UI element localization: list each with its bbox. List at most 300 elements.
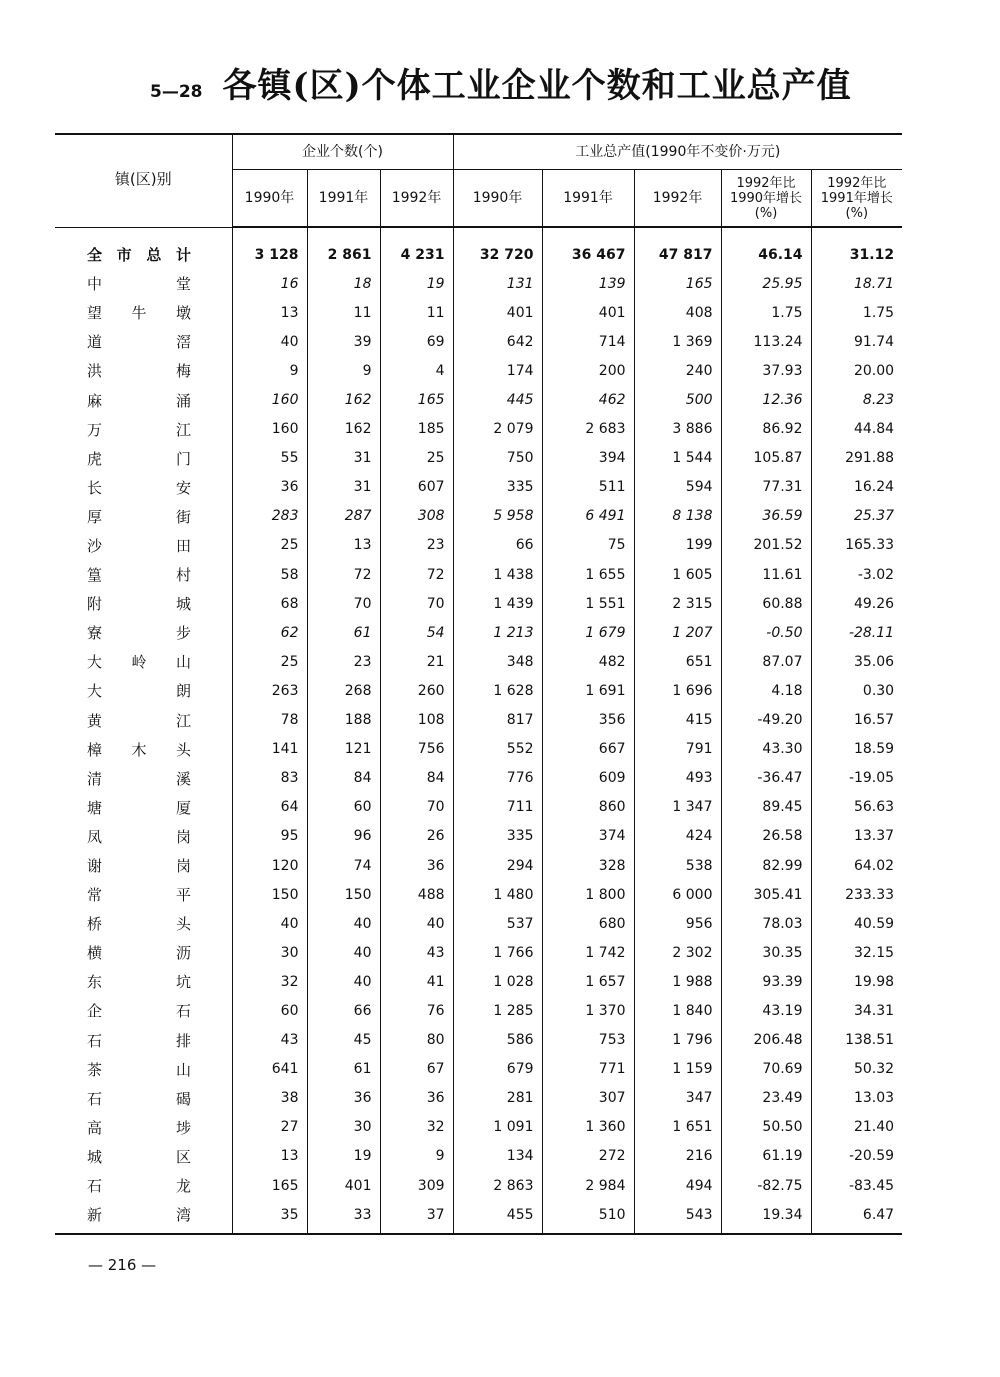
table-row <box>55 822 902 851</box>
town-name-char: 石 <box>87 1031 103 1050</box>
table-row <box>55 356 902 385</box>
town-name-char: 埗 <box>175 1118 191 1137</box>
value-cell: 1.75 <box>811 298 902 327</box>
value-cell: 415 <box>634 706 721 735</box>
town-name-cell <box>55 880 232 909</box>
value-cell: 408 <box>634 298 721 327</box>
value-cell: 667 <box>542 735 634 764</box>
value-cell: 37.93 <box>721 356 811 385</box>
value-cell: 66 <box>307 996 380 1025</box>
town-name-char: 樟 <box>87 740 103 759</box>
town-name <box>87 448 191 469</box>
town-name <box>87 826 191 847</box>
town-name-char: 计 <box>175 245 191 264</box>
town-name-cell <box>55 967 232 996</box>
value-cell: 18.71 <box>811 269 902 298</box>
town-name <box>87 1117 191 1138</box>
town-name <box>87 477 191 498</box>
value-cell: 1 766 <box>453 938 542 967</box>
value-cell: 93.39 <box>721 967 811 996</box>
town-name-char: 岭 <box>131 653 147 672</box>
town-name-char: 头 <box>175 740 191 759</box>
value-cell: 61.19 <box>721 1142 811 1171</box>
value-cell: 40.59 <box>811 909 902 938</box>
col-value-1991: 1991年 <box>542 170 634 228</box>
town-name-char: 排 <box>175 1031 191 1050</box>
table-row <box>55 706 902 735</box>
town-name <box>87 884 191 905</box>
value-cell: 78.03 <box>721 909 811 938</box>
col-count-1992: 1992年 <box>380 170 453 228</box>
value-cell: 309 <box>380 1171 453 1200</box>
value-cell: 74 <box>307 851 380 880</box>
town-name-cell <box>55 444 232 473</box>
table-row <box>55 1142 902 1171</box>
value-cell: 394 <box>542 444 634 473</box>
value-cell: 26 <box>380 822 453 851</box>
value-cell: 16.24 <box>811 473 902 502</box>
value-cell: 201.52 <box>721 531 811 560</box>
value-cell: 860 <box>542 793 634 822</box>
table-row <box>55 618 902 647</box>
town-name-cell <box>55 560 232 589</box>
town-name <box>87 797 191 818</box>
value-cell: 607 <box>380 473 453 502</box>
value-cell: 13 <box>307 531 380 560</box>
table-row <box>55 1026 902 1055</box>
value-cell: 139 <box>542 269 634 298</box>
value-cell: 66 <box>453 531 542 560</box>
value-cell: 13 <box>232 298 307 327</box>
table-row <box>55 735 902 764</box>
value-cell: 335 <box>453 473 542 502</box>
value-cell: 609 <box>542 764 634 793</box>
value-cell: 84 <box>380 764 453 793</box>
table-body <box>55 227 902 1234</box>
town-name-cell <box>55 327 232 356</box>
value-cell: 25 <box>232 647 307 676</box>
town-name-char: 新 <box>87 1206 103 1225</box>
town-name-char: 石 <box>87 1177 103 1196</box>
town-name-char: 清 <box>87 769 103 788</box>
town-name-char: 沥 <box>175 944 191 963</box>
value-cell: 1 480 <box>453 880 542 909</box>
value-cell: 150 <box>307 880 380 909</box>
value-cell: 1.75 <box>721 298 811 327</box>
value-cell: 594 <box>634 473 721 502</box>
value-cell: 11 <box>307 298 380 327</box>
value-cell: 16 <box>232 269 307 298</box>
value-cell: 455 <box>453 1200 542 1234</box>
table-row <box>55 880 902 909</box>
value-cell: 56.63 <box>811 793 902 822</box>
value-cell: 32 <box>232 967 307 996</box>
table-row <box>55 996 902 1025</box>
town-name <box>87 506 191 527</box>
value-cell: 72 <box>380 560 453 589</box>
town-name-char: 常 <box>87 886 103 905</box>
value-cell: 30.35 <box>721 938 811 967</box>
value-cell: 6.47 <box>811 1200 902 1234</box>
value-cell: 19.98 <box>811 967 902 996</box>
value-cell: 120 <box>232 851 307 880</box>
table-row <box>55 415 902 444</box>
town-name-char: 黄 <box>87 711 103 730</box>
town-name-char: 石 <box>175 1002 191 1021</box>
town-name-char: 岗 <box>175 827 191 846</box>
statistics-table <box>55 133 902 1235</box>
value-cell: 291.88 <box>811 444 902 473</box>
town-name-char: 长 <box>87 478 103 497</box>
town-name <box>87 535 191 556</box>
value-cell: 36 <box>380 851 453 880</box>
value-cell: 328 <box>542 851 634 880</box>
town-name-cell <box>55 1142 232 1171</box>
value-cell: -83.45 <box>811 1171 902 1200</box>
town-name <box>87 302 191 323</box>
value-cell: 19 <box>380 269 453 298</box>
table-row <box>55 589 902 618</box>
town-name-cell <box>55 822 232 851</box>
town-name-char: 江 <box>175 420 191 439</box>
value-cell: 4.18 <box>721 676 811 705</box>
value-cell: 1 551 <box>542 589 634 618</box>
value-cell: 347 <box>634 1084 721 1113</box>
value-cell: 68 <box>232 589 307 618</box>
town-name <box>87 710 191 731</box>
table-row <box>55 793 902 822</box>
town-name-char: 朗 <box>175 682 191 701</box>
town-name-char: 步 <box>175 624 191 643</box>
value-cell: 49.26 <box>811 589 902 618</box>
value-cell: 1 028 <box>453 967 542 996</box>
town-name-char: 田 <box>175 536 191 555</box>
value-cell: 70 <box>307 589 380 618</box>
town-name-char: 江 <box>175 711 191 730</box>
value-cell: 87.07 <box>721 647 811 676</box>
value-cell: 108 <box>380 706 453 735</box>
value-cell: 8.23 <box>811 385 902 414</box>
town-name <box>87 855 191 876</box>
value-cell: 32 <box>380 1113 453 1142</box>
table-row <box>55 967 902 996</box>
town-name-char: 凤 <box>87 827 103 846</box>
table-row <box>55 1171 902 1200</box>
value-cell: 89.45 <box>721 793 811 822</box>
table-row <box>55 647 902 676</box>
town-name-char: 篁 <box>87 566 103 585</box>
value-cell: 1 347 <box>634 793 721 822</box>
town-name-char: 龙 <box>175 1177 191 1196</box>
value-cell: 5 958 <box>453 502 542 531</box>
value-cell: 753 <box>542 1026 634 1055</box>
town-name-char: 高 <box>87 1118 103 1137</box>
value-cell: 445 <box>453 385 542 414</box>
value-cell: 43 <box>380 938 453 967</box>
value-cell: 165.33 <box>811 531 902 560</box>
total-row <box>55 227 902 269</box>
value-cell: 23 <box>307 647 380 676</box>
value-cell: 31 <box>307 444 380 473</box>
town-name-char: 墩 <box>175 304 191 323</box>
value-cell: 40 <box>380 909 453 938</box>
value-cell: 60 <box>232 996 307 1025</box>
value-cell: 1 369 <box>634 327 721 356</box>
value-cell: 335 <box>453 822 542 851</box>
value-cell: 1 628 <box>453 676 542 705</box>
town-name <box>87 942 191 963</box>
value-cell: 11.61 <box>721 560 811 589</box>
value-cell: 34.31 <box>811 996 902 1025</box>
town-name-char: 望 <box>87 304 103 323</box>
town-name-char: 谢 <box>87 857 103 876</box>
value-cell: 776 <box>453 764 542 793</box>
col-growth-vs-1990: 1992年比1990年增长(%) <box>721 170 811 228</box>
value-cell: 64.02 <box>811 851 902 880</box>
town-name <box>87 1030 191 1051</box>
town-name <box>87 739 191 760</box>
town-name-char: 厦 <box>175 798 191 817</box>
town-name <box>87 1204 191 1225</box>
value-cell: 268 <box>307 676 380 705</box>
value-cell: 91.74 <box>811 327 902 356</box>
town-name-char: 滘 <box>175 333 191 352</box>
value-cell: 1 207 <box>634 618 721 647</box>
value-cell: 64 <box>232 793 307 822</box>
value-cell: 31.12 <box>811 227 902 269</box>
col-value-1992: 1992年 <box>634 170 721 228</box>
town-name <box>87 913 191 934</box>
value-cell: 60 <box>307 793 380 822</box>
table-row <box>55 560 902 589</box>
value-cell: 493 <box>634 764 721 793</box>
value-cell: 817 <box>453 706 542 735</box>
town-name <box>87 768 191 789</box>
town-name-cell <box>55 938 232 967</box>
value-cell: 134 <box>453 1142 542 1171</box>
town-name <box>87 622 191 643</box>
table-row <box>55 764 902 793</box>
town-name-cell <box>55 356 232 385</box>
town-name-char: 堂 <box>175 275 191 294</box>
town-name-cell <box>55 298 232 327</box>
value-cell: 1 657 <box>542 967 634 996</box>
town-name <box>87 971 191 992</box>
value-cell: 162 <box>307 385 380 414</box>
town-name <box>87 331 191 352</box>
town-name-char: 茶 <box>87 1060 103 1079</box>
value-cell: 96 <box>307 822 380 851</box>
town-name-cell <box>55 909 232 938</box>
town-name-cell <box>55 531 232 560</box>
table-row <box>55 851 902 880</box>
value-cell: 43 <box>232 1026 307 1055</box>
value-cell: 30 <box>232 938 307 967</box>
town-name-char: 东 <box>87 973 103 992</box>
town-name-char: 沙 <box>87 536 103 555</box>
town-name-char: 洪 <box>87 362 103 381</box>
value-cell: -28.11 <box>811 618 902 647</box>
value-cell: 401 <box>542 298 634 327</box>
value-cell: 25.37 <box>811 502 902 531</box>
output-value-header: 工业总产值(1990年不变价·万元) <box>453 134 902 170</box>
town-name-char: 中 <box>87 275 103 294</box>
table-row <box>55 1113 902 1142</box>
value-cell: 260 <box>380 676 453 705</box>
value-cell: 43.30 <box>721 735 811 764</box>
value-cell: -36.47 <box>721 764 811 793</box>
town-name-cell <box>55 1055 232 1084</box>
value-cell: 424 <box>634 822 721 851</box>
value-cell: 36 467 <box>542 227 634 269</box>
value-cell: 54 <box>380 618 453 647</box>
value-cell: 162 <box>307 415 380 444</box>
value-cell: 70.69 <box>721 1055 811 1084</box>
value-cell: 80 <box>380 1026 453 1055</box>
value-cell: 43.19 <box>721 996 811 1025</box>
value-cell: 543 <box>634 1200 721 1234</box>
value-cell: 263 <box>232 676 307 705</box>
value-cell: 69 <box>380 327 453 356</box>
town-name-char: 区 <box>175 1147 191 1166</box>
value-cell: 642 <box>453 327 542 356</box>
town-name-char: 横 <box>87 944 103 963</box>
table-row <box>55 502 902 531</box>
town-name-char: 万 <box>87 420 103 439</box>
value-cell: 356 <box>542 706 634 735</box>
value-cell: 188 <box>307 706 380 735</box>
value-cell: 482 <box>542 647 634 676</box>
value-cell: 1 796 <box>634 1026 721 1055</box>
value-cell: 60.88 <box>721 589 811 618</box>
col-value-1990: 1990年 <box>453 170 542 228</box>
town-name-char: 城 <box>175 595 191 614</box>
value-cell: 1 988 <box>634 967 721 996</box>
town-name-cell <box>55 415 232 444</box>
value-cell: 35 <box>232 1200 307 1234</box>
town-name-char: 虎 <box>87 449 103 468</box>
value-cell: 165 <box>232 1171 307 1200</box>
value-cell: 1 360 <box>542 1113 634 1142</box>
value-cell: 21 <box>380 647 453 676</box>
town-name-char: 全 <box>87 245 103 264</box>
value-cell: 6 000 <box>634 880 721 909</box>
value-cell: -49.20 <box>721 706 811 735</box>
value-cell: 70 <box>380 793 453 822</box>
value-cell: 33 <box>307 1200 380 1234</box>
value-cell: 9 <box>232 356 307 385</box>
value-cell: 9 <box>307 356 380 385</box>
value-cell: 40 <box>232 909 307 938</box>
value-cell: 50.50 <box>721 1113 811 1142</box>
town-name-char: 平 <box>175 886 191 905</box>
town-name-char: 寮 <box>87 624 103 643</box>
value-cell: 552 <box>453 735 542 764</box>
town-name-cell <box>55 1084 232 1113</box>
value-cell: 55 <box>232 444 307 473</box>
town-name-cell <box>55 851 232 880</box>
town-name <box>87 419 191 440</box>
value-cell: 1 840 <box>634 996 721 1025</box>
value-cell: 6 491 <box>542 502 634 531</box>
table-row <box>55 1055 902 1084</box>
town-name-cell <box>55 1200 232 1234</box>
value-cell: 200 <box>542 356 634 385</box>
value-cell: 138.51 <box>811 1026 902 1055</box>
value-cell: 287 <box>307 502 380 531</box>
value-cell: 23 <box>380 531 453 560</box>
town-name-cell <box>55 647 232 676</box>
value-cell: 44.84 <box>811 415 902 444</box>
table-row <box>55 444 902 473</box>
town-name <box>87 244 191 265</box>
town-name <box>87 651 191 672</box>
value-cell: 1 159 <box>634 1055 721 1084</box>
town-name-char: 安 <box>175 478 191 497</box>
value-cell: 83 <box>232 764 307 793</box>
value-cell: 711 <box>453 793 542 822</box>
value-cell: 771 <box>542 1055 634 1084</box>
town-name <box>87 390 191 411</box>
town-name-cell <box>55 589 232 618</box>
value-cell: 283 <box>232 502 307 531</box>
value-cell: 462 <box>542 385 634 414</box>
value-cell: 40 <box>307 938 380 967</box>
value-cell: 3 886 <box>634 415 721 444</box>
value-cell: 131 <box>453 269 542 298</box>
town-name-char: 村 <box>175 566 191 585</box>
town-name-char: 桥 <box>87 915 103 934</box>
value-cell: 2 315 <box>634 589 721 618</box>
value-cell: 77.31 <box>721 473 811 502</box>
town-name-cell <box>55 764 232 793</box>
value-cell: 26.58 <box>721 822 811 851</box>
value-cell: 2 861 <box>307 227 380 269</box>
table-row <box>55 676 902 705</box>
town-name <box>87 1000 191 1021</box>
value-cell: 1 370 <box>542 996 634 1025</box>
value-cell: 35.06 <box>811 647 902 676</box>
value-cell: 36.59 <box>721 502 811 531</box>
town-name-cell <box>55 676 232 705</box>
value-cell: 488 <box>380 880 453 909</box>
value-cell: 11 <box>380 298 453 327</box>
town-name-char: 石 <box>87 1089 103 1108</box>
value-cell: 40 <box>307 909 380 938</box>
value-cell: 19 <box>307 1142 380 1171</box>
table-row <box>55 1084 902 1113</box>
value-cell: 281 <box>453 1084 542 1113</box>
value-cell: 40 <box>232 327 307 356</box>
town-name-cell <box>55 502 232 531</box>
table-row <box>55 909 902 938</box>
value-cell: 1 213 <box>453 618 542 647</box>
value-cell: 511 <box>542 473 634 502</box>
value-cell: 500 <box>634 385 721 414</box>
value-cell: 36 <box>307 1084 380 1113</box>
town-name <box>87 593 191 614</box>
value-cell: 36 <box>380 1084 453 1113</box>
value-cell: 25 <box>232 531 307 560</box>
value-cell: 1 800 <box>542 880 634 909</box>
value-cell: 272 <box>542 1142 634 1171</box>
value-cell: 141 <box>232 735 307 764</box>
value-cell: 13.37 <box>811 822 902 851</box>
town-name-char: 山 <box>175 653 191 672</box>
col-growth-vs-1991: 1992年比1991年增长(%) <box>811 170 902 228</box>
town-name-char: 市 <box>116 245 132 264</box>
value-cell: 185 <box>380 415 453 444</box>
